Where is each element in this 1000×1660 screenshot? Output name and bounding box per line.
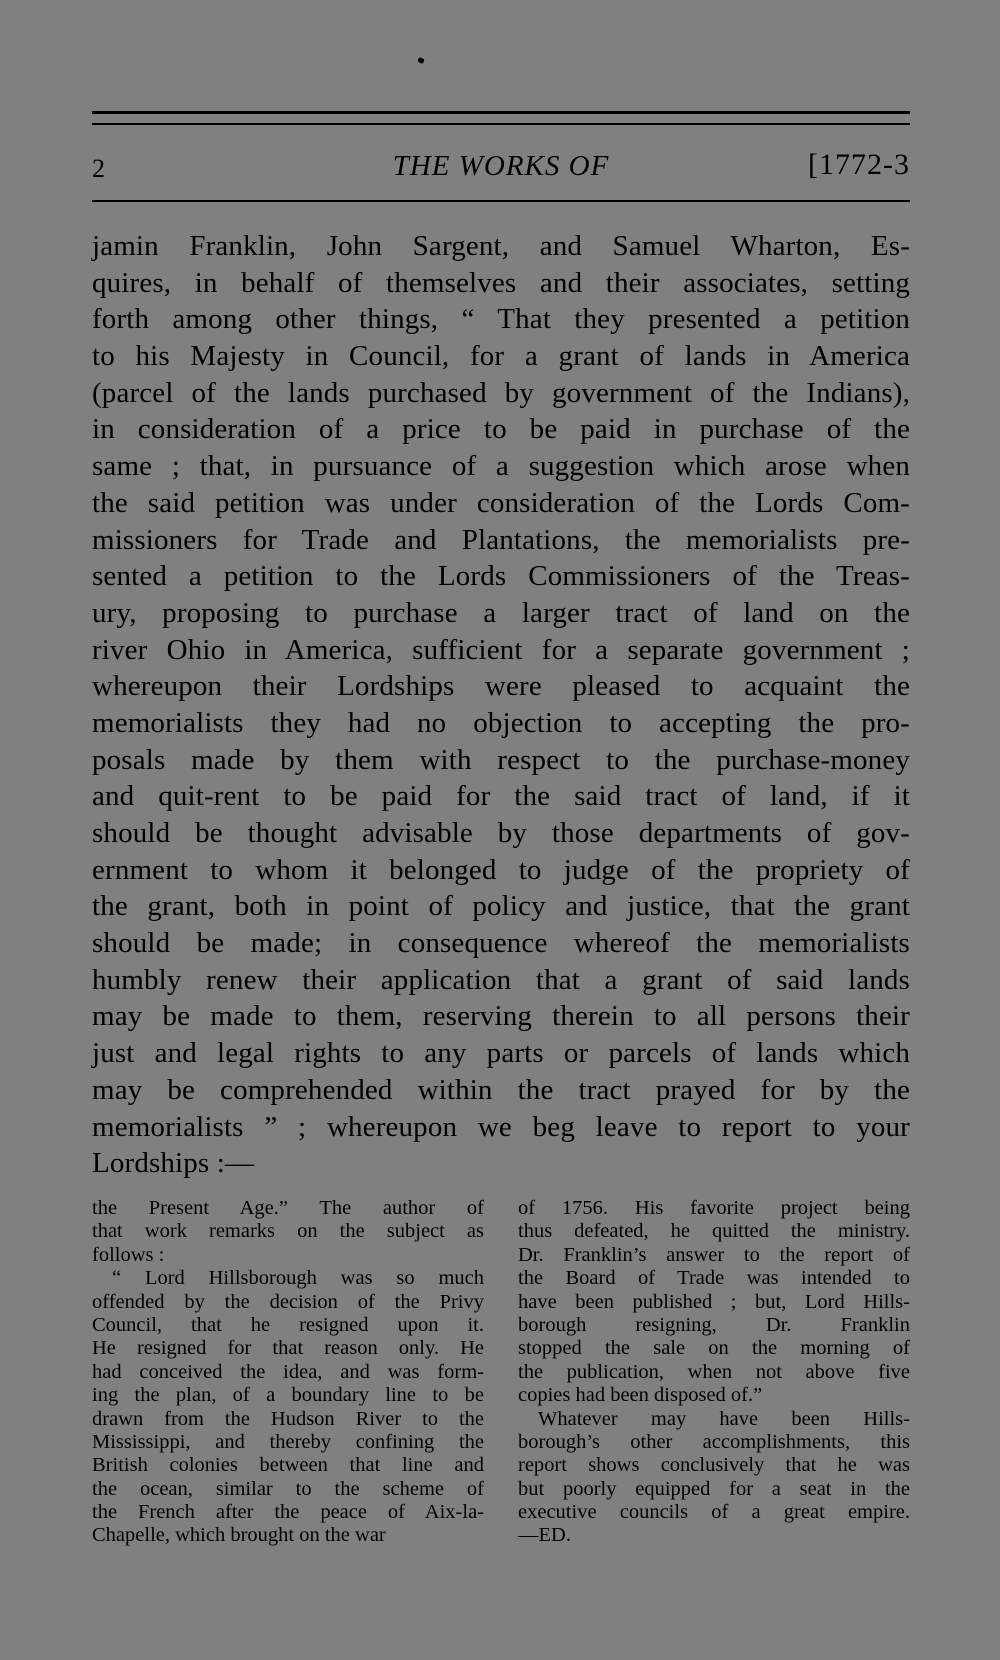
text-line: posals made by them with respect to the purchase-money [92, 743, 910, 776]
footnote-line: the Board of Trade was intended to [518, 1267, 910, 1290]
text-line: missioners for Trade and Plantations, the memorialists pre- [92, 523, 910, 556]
text-line: in consideration of a price to be paid in purchase of the [92, 413, 910, 446]
text-line: memorialists ” ; whereupon we beg leave to report to your [92, 1110, 910, 1143]
footnote-line: “ Lord Hillsborough was so much [112, 1267, 484, 1290]
footnote-line: of 1756. His favorite project being [518, 1197, 910, 1219]
footnote-line: Council, that he resigned upon it. [92, 1313, 484, 1336]
text-line: may be comprehended within the tract prayed for by the [92, 1073, 910, 1106]
text-line: same ; that, in pursuance of a suggestion which arose when [92, 450, 910, 483]
running-header [92, 146, 910, 190]
footnote-line: borough resigning, Dr. Franklin [518, 1313, 910, 1336]
text-line: and quit-rent to be paid for the said tract of land, if it [92, 780, 910, 813]
text-line: river Ohio in America, sufficient for a separate government ; [92, 633, 910, 666]
text-line: whereupon their Lordships were pleased to acquaint the [92, 670, 910, 703]
text-line: ernment to whom it belonged to judge of the propriety of [92, 853, 910, 886]
footnote-line: stopped the sale on the morning of [518, 1337, 910, 1360]
footnote-line: He resigned for that reason only. He [92, 1337, 484, 1360]
footnote-line: Chapelle, which brought on the war [92, 1524, 386, 1547]
footnote-left-column [92, 1197, 484, 1548]
text-line: Lordships :— [92, 1147, 255, 1180]
footnote-line: that work remarks on the subject as [92, 1220, 484, 1243]
text-line: should be made; in consequence whereof the memorialists [92, 927, 910, 960]
footnote-line: the Present Age.” The author of [92, 1197, 484, 1219]
footnote-line: —ED. [518, 1524, 571, 1547]
footnote-line: had conceived the idea, and was form- [92, 1360, 484, 1383]
footnote-line: executive councils of a great empire. [518, 1501, 910, 1524]
text-line: may be made to them, reserving therein to all persons their [92, 1000, 910, 1033]
text-line: humbly renew their application that a grant of said lands [92, 963, 910, 996]
running-title: THE WORKS OF [392, 150, 610, 182]
footnote-line: the publication, when not above five [518, 1360, 910, 1383]
footnote-line: drawn from the Hudson River to the [92, 1407, 484, 1430]
text-line: quires, in behalf of themselves and their associates, setting [92, 266, 910, 299]
footnote-line: but poorly equipped for a seat in the [518, 1477, 910, 1500]
text-line: memorialists they had no objection to accepting the pro- [92, 706, 910, 739]
footnote-line: borough’s other accomplishments, this [518, 1430, 910, 1453]
text-line: sented a petition to the Lords Commissioners of the Treas- [92, 560, 910, 593]
header-rule [92, 200, 910, 202]
footnote-line: the ocean, similar to the scheme of [92, 1477, 484, 1500]
footnote-right-column [518, 1197, 910, 1548]
footnote-line: ing the plan, of a boundary line to be [92, 1384, 484, 1407]
footnote-line: follows : [92, 1243, 165, 1266]
footnote-line: the French after the peace of Aix-la- [92, 1501, 484, 1524]
footnote-line: report shows conclusively that he was [518, 1454, 910, 1477]
year-range: [1772-3 [808, 148, 910, 181]
text-line: to his Majesty in Council, for a grant of lands in America [92, 340, 910, 373]
ink-speck [417, 57, 425, 64]
top-rule [92, 111, 910, 114]
text-line: the said petition was under consideration of the Lords Com- [92, 486, 910, 519]
footnote-line: offended by the decision of the Privy [92, 1290, 484, 1313]
text-line: (parcel of the lands purchased by government of the Indians), [92, 376, 910, 409]
footnote-line: copies had been disposed of.” [518, 1384, 763, 1407]
footnote-line: Whatever may have been Hills- [538, 1407, 910, 1430]
text-line: jamin Franklin, John Sargent, and Samuel Wharton, Es- [92, 230, 910, 262]
text-line: should be thought advisable by those departments of gov- [92, 817, 910, 849]
footnote-line: have been published ; but, Lord Hills- [518, 1290, 910, 1313]
text-line: the grant, both in point of policy and justice, that the grant [92, 890, 910, 923]
text-line: forth among other things, “ That they presented a petition [92, 303, 910, 336]
page-number: 2 [92, 154, 105, 183]
text-line: ury, proposing to purchase a larger tract of land on the [92, 596, 910, 629]
top-rule-thin [92, 123, 910, 125]
main-text-block [92, 228, 910, 1182]
footnote-line: Dr. Franklin’s answer to the report of [518, 1243, 910, 1266]
footnote-line: Mississippi, and thereby confining the [92, 1430, 484, 1453]
footnote-line: British colonies between that line and [92, 1454, 484, 1477]
footnote-line: thus defeated, he quitted the ministry. [518, 1220, 910, 1243]
text-line: just and legal rights to any parts or parcels of lands which [92, 1037, 910, 1070]
